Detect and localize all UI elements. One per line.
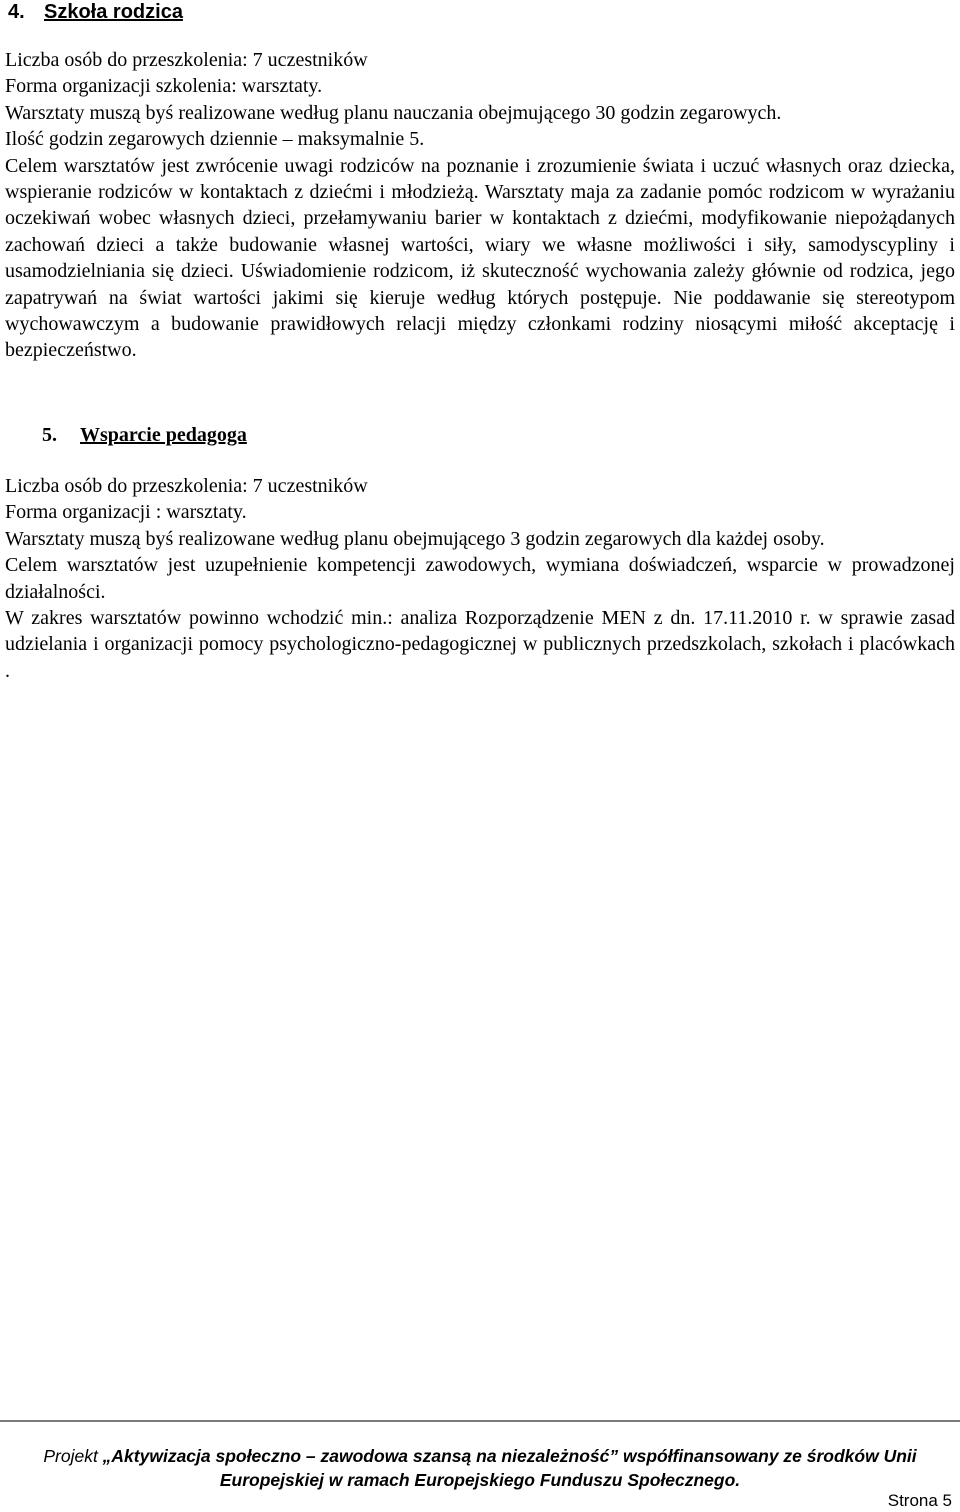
organization-form-line: Forma organizacji : warsztaty. — [5, 501, 247, 524]
section-4-details — [5, 47, 955, 364]
hours-plan-line: Warsztaty muszą byś realizowane według planu obejmującego 3 godzin zegarowych dla każdej osoby. — [5, 527, 825, 550]
footer-project-name: „Aktywizacja społeczno – zawodowa szansą na niezależność” współfinansowany ze środków Unii Europejskiej w ramach Europejskiego Funduszu Społecznego. — [102, 1446, 917, 1490]
section-number: 4. — [8, 1, 25, 23]
section-number: 5. — [42, 424, 57, 446]
section-5-heading — [5, 423, 247, 447]
daily-hours-line: Ilość godzin zegarowych dziennie – maksymalnie 5. — [5, 128, 425, 151]
section-4-heading — [5, 0, 183, 24]
section-title: Wsparcie pedagoga — [80, 424, 247, 446]
footer-prefix: Projekt — [43, 1446, 103, 1466]
section-5-details — [5, 473, 955, 684]
hours-plan-line: Warsztaty muszą byś realizowane według planu nauczania obejmującego 30 godzin zegarowych. — [5, 101, 782, 124]
participants-count-line: Liczba osób do przeszkolenia: 7 uczestników — [5, 49, 368, 71]
page-number: Strona 5 — [887, 1491, 952, 1510]
section-5-goal-paragraph: Celem warsztatów jest uzupełnienie kompetencji zawodowych, wymiana doświadczeń, wsparcie w prowadzonej działalności. — [5, 554, 955, 603]
organization-form-line: Forma organizacji szkolenia: warsztaty. — [5, 75, 323, 98]
project-footer — [0, 1444, 960, 1492]
participants-count-line: Liczba osób do przeszkolenia: 7 uczestników — [5, 475, 368, 497]
section-title: Szkoła rodzica — [44, 1, 183, 23]
section-4-paragraph: Celem warsztatów jest zwrócenie uwagi rodziców na poznanie i zrozumienie świata i uczuć własnych oraz dziecka, wspieranie rodziców w kontaktach z dziećmi i młodzieżą. Warsztaty maja za zadanie pomóc rodzicom w wyrażaniu oczekiwań wobec własnych dzieci, przełamywaniu barier w kontaktach z dziećmi, modyfikowanie niepożądanych zachowań dzieci a także budowanie własnej wartości, wiary we własne możliwości i siły, samodyscypliny i usamodzielniania się dzieci. Uświadomienie rodzicom, iż skuteczność wychowania zależy głównie od rodzica, jego zapatrywań na świat wartości jakimi się kieruje według których postępuje. Nie poddawanie się stereotypom wychowawczym a budowanie prawidłowych relacji między członkami rodziny niosącymi miłość akceptację i bezpieczeństwo. — [5, 154, 955, 362]
section-5-scope-paragraph: W zakres warsztatów powinno wchodzić min.: analiza Rozporządzenie MEN z dn. 17.11.2010 r. w sprawie zasad udzielania i organizacji pomocy psychologiczno-pedagogicznej w publicznych przedszkolach, szkołach i placówkach . — [5, 607, 955, 682]
footer-divider — [0, 1420, 960, 1422]
